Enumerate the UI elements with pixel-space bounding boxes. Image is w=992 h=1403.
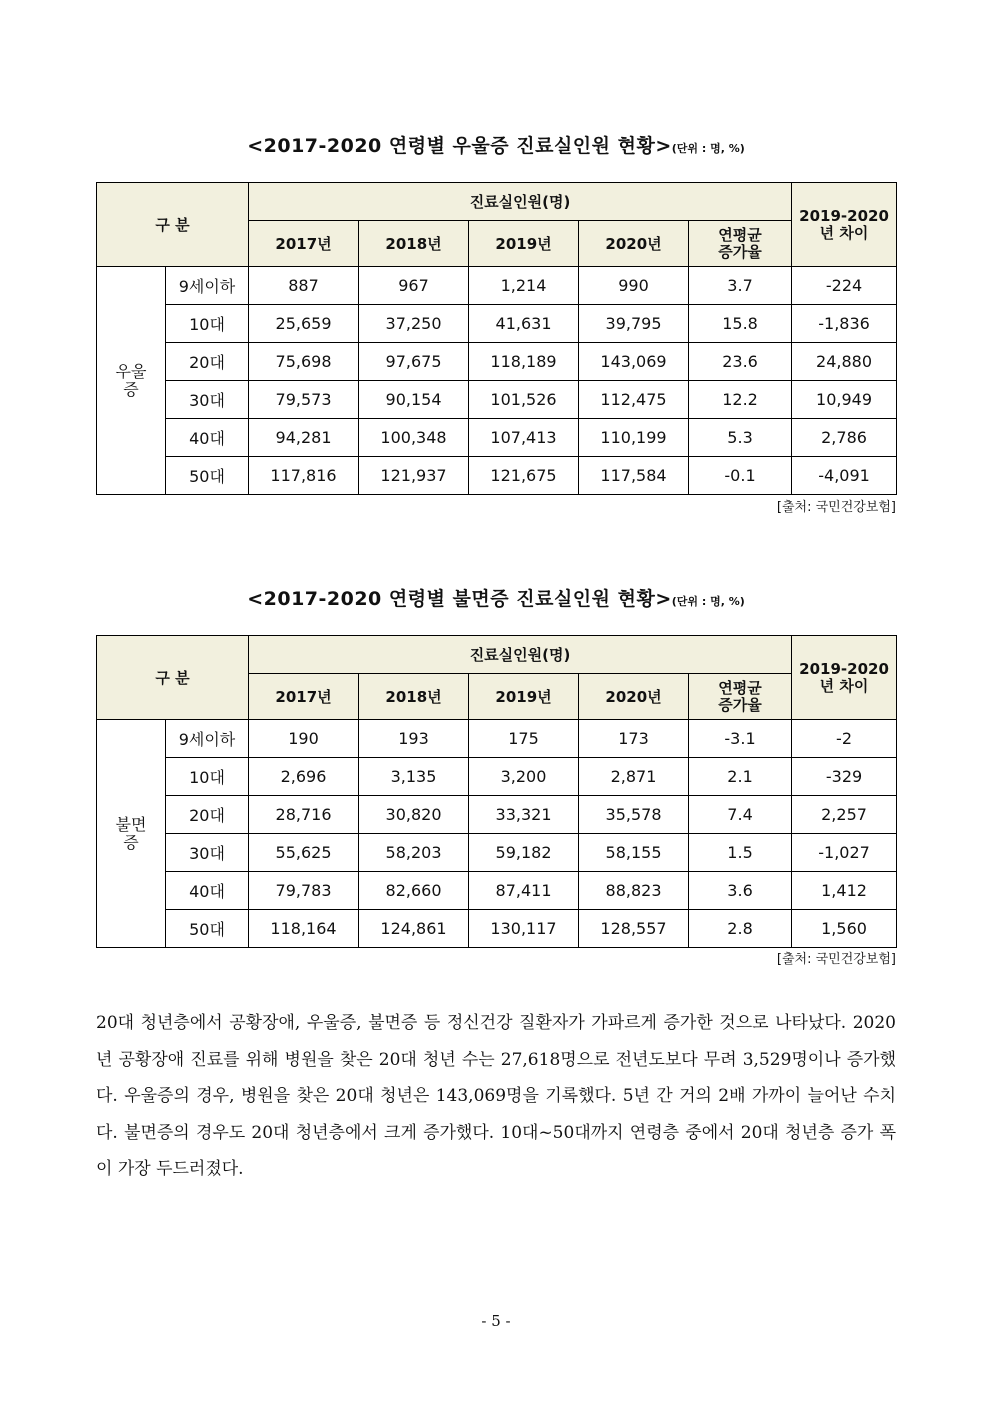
table-row [97, 910, 897, 948]
age-cell: 9세이하 [166, 720, 249, 758]
diff-cell: 2,786 [792, 419, 897, 457]
header-year: 2018년 [359, 221, 469, 267]
value-cell: 35,578 [579, 796, 689, 834]
value-cell: 97,675 [359, 343, 469, 381]
diff-cell: 24,880 [792, 343, 897, 381]
value-cell: 79,573 [249, 381, 359, 419]
diff-cell: -2 [792, 720, 897, 758]
age-cell: 40대 [166, 872, 249, 910]
header-diff-line2: 년 차이 [819, 676, 869, 695]
value-cell: 112,475 [579, 381, 689, 419]
age-cell: 50대 [166, 910, 249, 948]
header-year: 2020년 [579, 221, 689, 267]
value-cell: 190 [249, 720, 359, 758]
insomnia-table [96, 635, 897, 948]
table-row [97, 457, 897, 495]
value-cell: 2,696 [249, 758, 359, 796]
category-line2: 증 [123, 832, 139, 852]
age-cell: 20대 [166, 796, 249, 834]
value-cell: 130,117 [469, 910, 579, 948]
age-cell: 30대 [166, 834, 249, 872]
age-cell: 50대 [166, 457, 249, 495]
value-cell: 117,584 [579, 457, 689, 495]
table-row [97, 343, 897, 381]
avg-cell: 23.6 [689, 343, 792, 381]
header-group: 진료실인원(명) [249, 183, 792, 221]
header-year: 2019년 [469, 221, 579, 267]
value-cell: 193 [359, 720, 469, 758]
value-cell: 82,660 [359, 872, 469, 910]
header-gubun: 구 분 [97, 183, 249, 267]
value-cell: 118,164 [249, 910, 359, 948]
diff-cell: 1,412 [792, 872, 897, 910]
value-cell: 967 [359, 267, 469, 305]
table-row [97, 267, 897, 305]
caption-title: <2017-2020 연령별 불면증 진료실인원 현황> [247, 588, 672, 610]
value-cell: 58,155 [579, 834, 689, 872]
value-cell: 94,281 [249, 419, 359, 457]
value-cell: 87,411 [469, 872, 579, 910]
value-cell: 121,675 [469, 457, 579, 495]
table-row [97, 834, 897, 872]
header-year: 2019년 [469, 674, 579, 720]
value-cell: 100,348 [359, 419, 469, 457]
table-row [97, 758, 897, 796]
header-diff [792, 636, 897, 720]
avg-cell: 3.7 [689, 267, 792, 305]
header-avg [689, 674, 792, 720]
category-line2: 증 [123, 379, 139, 399]
header-year: 2018년 [359, 674, 469, 720]
header-diff-line1: 2019-2020 [799, 206, 889, 225]
value-cell: 143,069 [579, 343, 689, 381]
value-cell: 107,413 [469, 419, 579, 457]
value-cell: 1,214 [469, 267, 579, 305]
age-cell: 10대 [166, 758, 249, 796]
value-cell: 25,659 [249, 305, 359, 343]
table-row [97, 796, 897, 834]
value-cell: 28,716 [249, 796, 359, 834]
avg-cell: 15.8 [689, 305, 792, 343]
avg-cell: 3.6 [689, 872, 792, 910]
source-note: [출처: 국민건강보험] [776, 500, 896, 515]
depression-table [96, 182, 897, 495]
value-cell: 887 [249, 267, 359, 305]
table-row [97, 305, 897, 343]
header-diff-line2: 년 차이 [819, 223, 869, 242]
diff-cell: -1,027 [792, 834, 897, 872]
value-cell: 59,182 [469, 834, 579, 872]
category-line1: 우울 [115, 361, 147, 381]
header-year: 2017년 [249, 221, 359, 267]
avg-cell: 12.2 [689, 381, 792, 419]
diff-cell: -329 [792, 758, 897, 796]
diff-cell: 1,560 [792, 910, 897, 948]
table-caption [96, 584, 896, 611]
header-year: 2020년 [579, 674, 689, 720]
category-cell [97, 720, 166, 948]
value-cell: 37,250 [359, 305, 469, 343]
table-row [97, 720, 897, 758]
value-cell: 124,861 [359, 910, 469, 948]
value-cell: 39,795 [579, 305, 689, 343]
value-cell: 117,816 [249, 457, 359, 495]
header-diff [792, 183, 897, 267]
header-avg-line1: 연평균 [718, 225, 762, 244]
age-cell: 30대 [166, 381, 249, 419]
value-cell: 110,199 [579, 419, 689, 457]
age-cell: 40대 [166, 419, 249, 457]
category-line1: 불면 [115, 814, 147, 834]
source-note: [출처: 국민건강보험] [776, 952, 896, 967]
diff-cell: 2,257 [792, 796, 897, 834]
value-cell: 75,698 [249, 343, 359, 381]
value-cell: 128,557 [579, 910, 689, 948]
value-cell: 30,820 [359, 796, 469, 834]
table-row [97, 872, 897, 910]
value-cell: 58,203 [359, 834, 469, 872]
avg-cell: -0.1 [689, 457, 792, 495]
header-group: 진료실인원(명) [249, 636, 792, 674]
value-cell: 3,135 [359, 758, 469, 796]
table-caption [96, 131, 896, 158]
diff-cell: -1,836 [792, 305, 897, 343]
value-cell: 101,526 [469, 381, 579, 419]
header-year: 2017년 [249, 674, 359, 720]
value-cell: 173 [579, 720, 689, 758]
diff-cell: 10,949 [792, 381, 897, 419]
avg-cell: 5.3 [689, 419, 792, 457]
avg-cell: -3.1 [689, 720, 792, 758]
body-paragraph: 20대 청년층에서 공황장애, 우울증, 불면증 등 정신건강 질환자가 가파르게 증가한 것으로 나타났다. 2020년 공황장애 진료를 위해 병원을 찾은 20대 청년 수는 27,618명으로 전년도보다 무려 3,529명이나 증가했다. 우울증의 경우, 병원을 찾은 20대 청년은 143,069명을 기록했다. 5년 간 거의 2배 가까이 늘어난 수치다. 불면증의 경우도 20대 청년층에서 크게 증가했다. 10대~50대까지 연령층 중에서 20대 청년층 증가 폭이 가장 두드러졌다. [96, 1013, 896, 1179]
caption-unit: (단위 : 명, %) [671, 142, 745, 155]
value-cell: 121,937 [359, 457, 469, 495]
value-cell: 90,154 [359, 381, 469, 419]
caption-title: <2017-2020 연령별 우울증 진료실인원 현황> [247, 135, 672, 157]
age-cell: 10대 [166, 305, 249, 343]
header-avg-line1: 연평균 [718, 678, 762, 697]
avg-cell: 2.8 [689, 910, 792, 948]
header-avg-line2: 증가율 [718, 242, 762, 261]
value-cell: 175 [469, 720, 579, 758]
age-cell: 20대 [166, 343, 249, 381]
avg-cell: 7.4 [689, 796, 792, 834]
header-gubun: 구 분 [97, 636, 249, 720]
header-avg-line2: 증가율 [718, 695, 762, 714]
avg-cell: 1.5 [689, 834, 792, 872]
avg-cell: 2.1 [689, 758, 792, 796]
caption-unit: (단위 : 명, %) [671, 595, 745, 608]
header-avg [689, 221, 792, 267]
header-diff-line1: 2019-2020 [799, 659, 889, 678]
value-cell: 2,871 [579, 758, 689, 796]
category-cell [97, 267, 166, 495]
value-cell: 55,625 [249, 834, 359, 872]
value-cell: 33,321 [469, 796, 579, 834]
diff-cell: -4,091 [792, 457, 897, 495]
value-cell: 3,200 [469, 758, 579, 796]
table-row [97, 419, 897, 457]
value-cell: 118,189 [469, 343, 579, 381]
table-row [97, 381, 897, 419]
value-cell: 79,783 [249, 872, 359, 910]
page-number: - 5 - [481, 1312, 511, 1330]
diff-cell: -224 [792, 267, 897, 305]
value-cell: 88,823 [579, 872, 689, 910]
value-cell: 41,631 [469, 305, 579, 343]
value-cell: 990 [579, 267, 689, 305]
age-cell: 9세이하 [166, 267, 249, 305]
